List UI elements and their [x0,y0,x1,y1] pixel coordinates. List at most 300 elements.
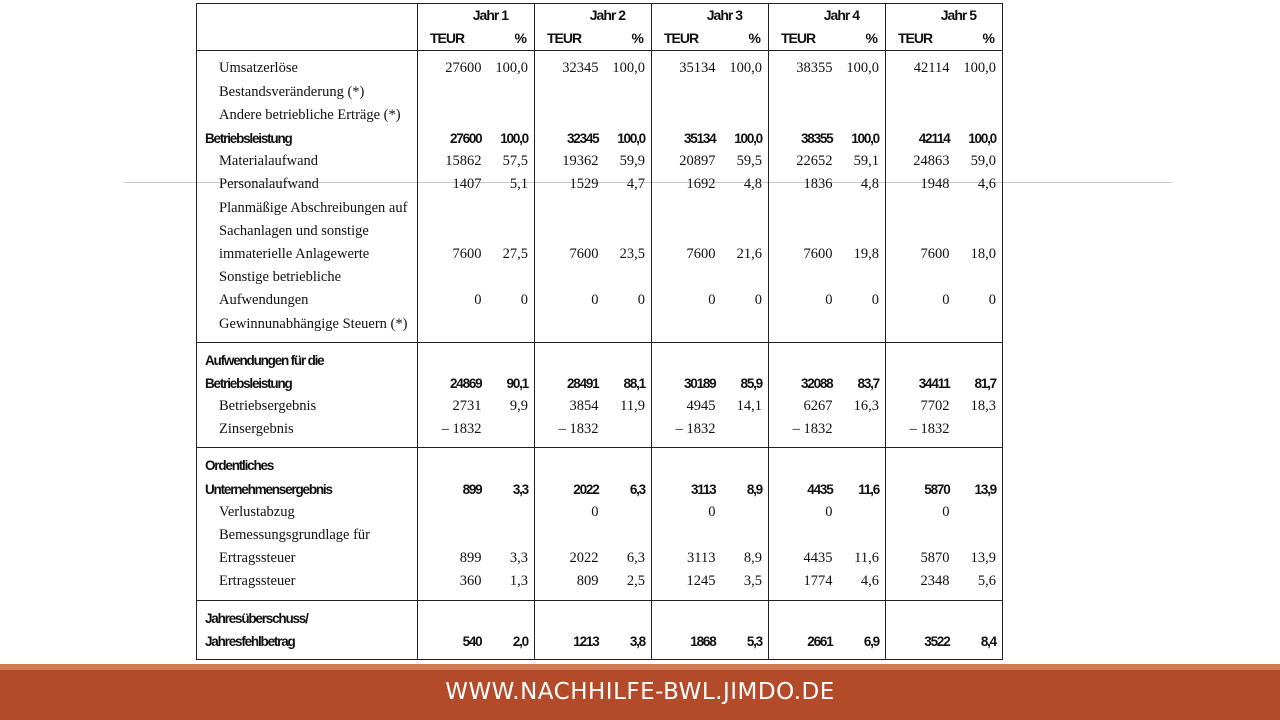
footer-accent-line [0,664,1280,670]
header-year-1: Jahr 1 [418,4,535,28]
cell-percent [954,501,1003,524]
cell-percent [837,104,886,127]
cell-teur: 540 [462,633,482,649]
header-unit-percent: % [720,27,769,51]
cell-teur [886,197,954,220]
row-label: Verlustabzug [197,501,418,524]
header-unit-teur: TEUR [418,27,486,51]
cell-teur: 42114 [918,131,950,147]
cell-teur: 30189 [683,375,716,391]
cell-percent: 59,0 [954,150,1003,173]
cell-teur: – 1832 [558,421,599,438]
cell-percent [486,220,535,243]
cell-percent [954,454,1003,477]
section-gap [197,653,1003,660]
header-year-5: Jahr 5 [886,4,1003,28]
cell-percent [837,197,886,220]
cell-percent [603,81,652,104]
cell-teur: 4435 [803,550,833,567]
header-year-2: Jahr 2 [535,4,652,28]
cell-percent [720,501,769,524]
cell-percent: 21,6 [720,243,769,266]
cell-teur: 7600 [803,245,833,262]
cell-teur [535,524,603,547]
cell-percent: 1,3 [486,570,535,593]
row-label: Ordentliches [197,454,418,477]
cell-teur [535,266,603,289]
cell-teur [418,349,486,372]
cell-percent [486,349,535,372]
table-row [197,607,1003,630]
cell-teur: – 1832 [675,421,716,438]
cell-teur: 5870 [924,481,950,497]
cell-teur: 32088 [800,375,833,391]
cell-percent [720,197,769,220]
cell-percent: 0 [486,289,535,312]
cell-percent: 9,9 [486,395,535,418]
cell-teur [652,607,720,630]
cell-percent: 5,6 [954,570,1003,593]
cell-teur: 7600 [686,245,716,262]
cell-percent [837,501,886,524]
cell-teur: 360 [459,573,482,590]
cell-percent: 57,5 [486,150,535,173]
cell-percent [720,524,769,547]
cell-teur [535,81,603,104]
cell-percent [720,454,769,477]
cell-teur [652,454,720,477]
cell-teur [886,81,954,104]
header-unit-teur: TEUR [652,27,720,51]
cell-percent [837,266,886,289]
cell-percent: 100,0 [720,127,769,150]
cell-percent [954,349,1003,372]
cell-percent: 0 [954,289,1003,312]
cell-percent: 59,5 [720,150,769,173]
cell-percent [837,418,886,441]
cell-percent [954,81,1003,104]
table-row [197,266,1003,289]
table-row [197,478,1003,501]
row-label: Aufwendungen [197,289,418,312]
cell-teur: 2022 [573,481,599,497]
cell-percent [954,266,1003,289]
cell-percent [486,524,535,547]
cell-percent [603,104,652,127]
header-unit-percent: % [486,27,535,51]
table-row [197,570,1003,593]
cell-teur [652,197,720,220]
cell-teur [535,607,603,630]
cell-teur [418,524,486,547]
cell-teur: 7702 [920,398,950,415]
cell-teur [769,266,837,289]
cell-teur: 0 [708,292,716,309]
cell-percent [837,81,886,104]
cell-teur [418,266,486,289]
cell-teur: 5870 [920,550,950,567]
cell-teur: 34411 [918,375,950,391]
cell-percent: 0 [603,289,652,312]
cell-teur [769,312,837,335]
cell-percent [954,104,1003,127]
cell-teur [418,220,486,243]
cell-percent: 11,9 [603,395,652,418]
cell-teur: 0 [825,292,833,309]
cell-percent [837,312,886,335]
cell-teur [418,197,486,220]
cell-percent [486,607,535,630]
cell-teur: 0 [942,292,950,309]
cell-percent [603,524,652,547]
cell-teur: 0 [474,292,482,309]
cell-teur [535,349,603,372]
financial-plan-table [196,3,1003,660]
cell-teur: 15862 [445,153,482,170]
cell-teur [418,312,486,335]
row-label: Jahresüberschuss/ [197,607,418,630]
cell-percent: 0 [837,289,886,312]
header-year-4: Jahr 4 [769,4,886,28]
cell-teur [886,266,954,289]
cell-percent: 100,0 [486,57,535,80]
table-row [197,524,1003,547]
cell-percent: 5,1 [486,173,535,196]
row-label: Materialaufwand [197,150,418,173]
cell-percent: 8,9 [720,547,769,570]
cell-percent [603,266,652,289]
row-label: Jahresfehlbetrag [197,630,418,653]
cell-percent [486,501,535,524]
cell-teur [418,607,486,630]
cell-percent: 100,0 [603,127,652,150]
header-unit-teur: TEUR [769,27,837,51]
cell-teur: 0 [942,503,950,520]
cell-percent [603,197,652,220]
row-label: Andere betriebliche Erträge (*) [197,104,418,127]
cell-teur: 32345 [566,131,599,147]
cell-teur: 35134 [679,60,716,77]
cell-percent [486,312,535,335]
cell-teur: 24863 [913,153,950,170]
cell-teur: 4945 [686,398,716,415]
cell-teur: 4435 [807,481,833,497]
header-unit-teur: TEUR [886,27,954,51]
row-label: Bemessungsgrundlage für [197,524,418,547]
header-year-row [197,4,1003,28]
cell-teur: 809 [576,573,599,590]
cell-percent: 0 [720,289,769,312]
cell-percent: 23,5 [603,243,652,266]
cell-percent: 2,0 [486,630,535,653]
cell-percent [603,501,652,524]
cell-percent [720,220,769,243]
row-label: Sachanlagen und sonstige [197,220,418,243]
cell-percent [720,312,769,335]
table-row [197,197,1003,220]
cell-teur [418,81,486,104]
cell-percent: 2,5 [603,570,652,593]
cell-percent: 100,0 [954,57,1003,80]
cell-teur [652,524,720,547]
cell-percent [954,524,1003,547]
cell-percent: 8,9 [720,478,769,501]
cell-teur: 3522 [924,633,950,649]
cell-teur [535,220,603,243]
cell-percent: 3,3 [486,547,535,570]
cell-percent [720,81,769,104]
cell-teur: 28491 [566,375,599,391]
cell-teur [535,104,603,127]
row-label: Planmäßige Abschreibungen auf [197,197,418,220]
table-row [197,57,1003,80]
cell-percent: 3,8 [603,630,652,653]
cell-percent [837,607,886,630]
table-row [197,104,1003,127]
header-year-3: Jahr 3 [652,4,769,28]
cell-teur [886,220,954,243]
cell-teur: 0 [591,292,599,309]
cell-teur: 2661 [807,633,833,649]
cell-teur: 7600 [452,245,482,262]
cell-teur [652,220,720,243]
cell-teur [535,197,603,220]
cell-teur: 7600 [569,245,599,262]
cell-teur: 3113 [691,481,716,497]
cell-percent [486,266,535,289]
row-label: Umsatzerlöse [197,57,418,80]
cell-percent [954,220,1003,243]
table-row [197,395,1003,418]
row-label: Betriebsergebnis [197,395,418,418]
cell-percent: 100,0 [837,57,886,80]
cell-teur [886,312,954,335]
cell-percent [603,454,652,477]
cell-teur: 20897 [679,153,716,170]
row-label: Unternehmensergebnis [197,478,418,501]
cell-teur [535,312,603,335]
cell-percent: 4,7 [603,173,652,196]
cell-percent: 85,9 [720,372,769,395]
cell-teur [769,81,837,104]
cell-percent [486,197,535,220]
cell-teur: 1868 [690,633,716,649]
row-label: Aufwendungen für die [197,349,418,372]
cell-teur: 32345 [562,60,599,77]
row-label: Bestandsveränderung (*) [197,81,418,104]
cell-teur [769,104,837,127]
cell-teur [769,524,837,547]
cell-percent: 6,3 [603,547,652,570]
cell-percent [720,266,769,289]
cell-percent [837,454,886,477]
cell-teur [652,312,720,335]
cell-teur: 1529 [569,176,599,193]
table-row [197,150,1003,173]
row-label: Betriebsleistung [197,372,418,395]
cell-teur: 27600 [445,60,482,77]
cell-percent [837,220,886,243]
cell-percent [954,197,1003,220]
cell-teur: 42114 [913,60,950,77]
row-label: Zinsergebnis [197,418,418,441]
cell-percent: 4,8 [720,173,769,196]
cell-teur [769,607,837,630]
table-row [197,173,1003,196]
table-row [197,127,1003,150]
cell-teur [769,349,837,372]
table-row [197,501,1003,524]
footer-website-link[interactable]: WWW.NACHHILFE-BWL.JIMDO.DE [445,679,835,705]
header-unit-percent: % [837,27,886,51]
cell-percent: 27,5 [486,243,535,266]
cell-percent: 18,3 [954,395,1003,418]
cell-percent [720,104,769,127]
cell-percent: 13,9 [954,547,1003,570]
cell-percent [720,607,769,630]
table-row [197,289,1003,312]
cell-teur [886,349,954,372]
cell-percent [603,220,652,243]
cell-percent: 59,1 [837,150,886,173]
cell-teur: 1407 [452,176,482,193]
cell-teur: 38355 [800,131,833,147]
cell-percent [837,349,886,372]
cell-teur [652,104,720,127]
cell-percent: 6,3 [603,478,652,501]
cell-percent [486,418,535,441]
cell-teur [769,197,837,220]
header-label-cell [197,4,418,51]
cell-teur: 1774 [803,573,833,590]
cell-percent [954,607,1003,630]
cell-percent: 88,1 [603,372,652,395]
cell-percent: 100,0 [720,57,769,80]
cell-teur: 3113 [687,550,716,567]
row-label: Sonstige betriebliche [197,266,418,289]
cell-teur: 1213 [573,633,599,649]
cell-teur [652,349,720,372]
cell-teur [769,454,837,477]
cell-teur: 1948 [920,176,950,193]
table-row [197,547,1003,570]
cell-teur: 19362 [562,153,599,170]
cell-teur [769,220,837,243]
cell-teur [535,454,603,477]
cell-teur [886,524,954,547]
row-label: Ertragssteuer [197,547,418,570]
cell-percent [720,418,769,441]
cell-percent [603,607,652,630]
cell-teur: 27600 [449,131,482,147]
cell-teur: 1245 [686,573,716,590]
row-label: Ertragssteuer [197,570,418,593]
cell-percent: 100,0 [486,127,535,150]
cell-teur: – 1832 [792,421,833,438]
row-label: immaterielle Anlagewerte [197,243,418,266]
cell-percent: 4,6 [954,173,1003,196]
cell-percent [603,312,652,335]
cell-percent: 83,7 [837,372,886,395]
table-row [197,630,1003,653]
cell-percent: 90,1 [486,372,535,395]
cell-percent [954,418,1003,441]
cell-percent: 4,8 [837,173,886,196]
cell-percent: 18,0 [954,243,1003,266]
cell-percent [837,524,886,547]
cell-percent: 11,6 [837,478,886,501]
cell-teur: 22652 [796,153,833,170]
cell-percent: 5,3 [720,630,769,653]
cell-percent [954,312,1003,335]
cell-percent: 11,6 [837,547,886,570]
cell-percent: 100,0 [954,127,1003,150]
table-row [197,349,1003,372]
cell-teur [652,266,720,289]
cell-teur: 7600 [920,245,950,262]
header-unit-percent: % [954,27,1003,51]
table-row [197,220,1003,243]
header-unit-teur: TEUR [535,27,603,51]
row-label: Personalaufwand [197,173,418,196]
cell-teur: – 1832 [909,421,950,438]
cell-teur [886,607,954,630]
cell-percent: 13,9 [954,478,1003,501]
cell-teur: 0 [825,503,833,520]
table-row [197,454,1003,477]
cell-teur: 899 [462,481,482,497]
cell-teur: 0 [591,503,599,520]
cell-percent [603,418,652,441]
cell-teur: 899 [459,550,482,567]
cell-percent: 3,5 [720,570,769,593]
cell-teur [418,104,486,127]
cell-teur [886,454,954,477]
header-unit-percent: % [603,27,652,51]
table-row [197,243,1003,266]
cell-percent: 14,1 [720,395,769,418]
cell-percent [486,81,535,104]
cell-teur: 2348 [920,573,950,590]
cell-teur [886,104,954,127]
cell-percent [720,349,769,372]
cell-teur: 1836 [803,176,833,193]
cell-percent: 59,9 [603,150,652,173]
cell-percent: 81,7 [954,372,1003,395]
cell-teur: 38355 [796,60,833,77]
cell-teur: 2022 [569,550,599,567]
cell-teur: 35134 [683,131,716,147]
cell-percent: 16,3 [837,395,886,418]
cell-percent: 3,3 [486,478,535,501]
cell-percent: 8,4 [954,630,1003,653]
table-row [197,81,1003,104]
row-label: Betriebsleistung [197,127,418,150]
cell-teur: 24869 [449,375,482,391]
cell-percent: 100,0 [603,57,652,80]
cell-percent [603,349,652,372]
cell-percent: 19,8 [837,243,886,266]
cell-teur [652,81,720,104]
cell-percent [486,454,535,477]
table-row [197,312,1003,335]
cell-teur: 6267 [803,398,833,415]
table-row [197,418,1003,441]
cell-teur: 0 [708,503,716,520]
cell-teur: 1692 [686,176,716,193]
cell-teur: – 1832 [441,421,482,438]
cell-teur [418,454,486,477]
